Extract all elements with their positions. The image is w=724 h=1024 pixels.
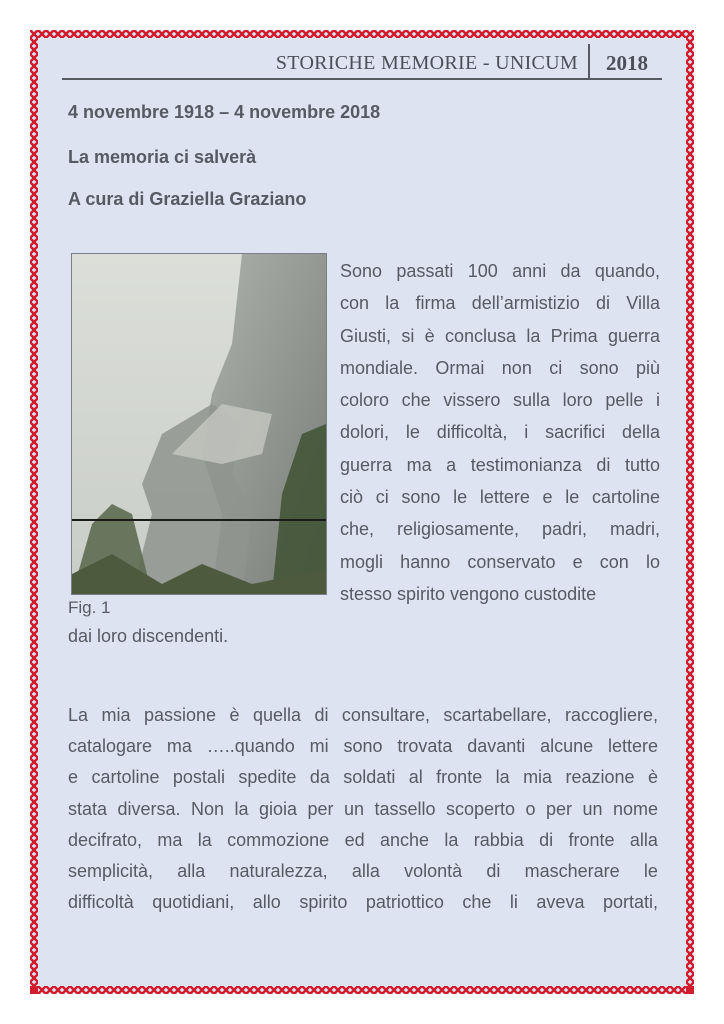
body-line: stata diversa. Non la gioia per un tassello scoperto o per un nome (68, 798, 658, 819)
body-line: e cartoline postali spedite da soldati al fronte la mia reazione è (68, 767, 658, 788)
body-line: semplicità, alla naturalezza, alla volontà di mascherare le (68, 861, 658, 882)
body-line: catalogare ma …..quando mi sono trovata davanti alcune lettere (68, 736, 658, 757)
body-line: difficoltà quotidiani, allo spirito patriottico che li aveva portati, (68, 892, 658, 913)
heading-dates: 4 novembre 1918 – 4 novembre 2018 (68, 102, 381, 122)
intro-line: dolori, le difficoltà, i sacrifici della (340, 422, 660, 443)
intro-line: Sono passati 100 anni da quando, (340, 261, 660, 281)
body-line: decifrato, ma la commozione ed anche la rabbia di fronte alla (68, 829, 658, 850)
intro-line: mogli hanno conservato e con lo (340, 551, 660, 572)
header-divider (588, 44, 590, 78)
header-year: 2018 (606, 51, 648, 75)
intro-line: guerra ma a testimonianza di tutto (340, 454, 660, 475)
heading-subtitle: La memoria ci salverà (68, 147, 257, 167)
page-border-top (30, 30, 694, 38)
intro-line: che, religiosamente, padri, madri, (340, 519, 660, 540)
page-border-left (30, 30, 38, 994)
figure-caption: Fig. 1 (68, 598, 111, 617)
page-border-right (686, 30, 694, 994)
figure-photo (71, 253, 327, 595)
body-line: La mia passione è quella di consultare, scartabellare, raccogliere, (68, 705, 658, 725)
intro-line: ciò ci sono le lettere e le cartoline (340, 487, 660, 508)
document-page (30, 30, 694, 994)
intro-line: Giusti, si è conclusa la Prima guerra (340, 325, 660, 346)
heading-author: A cura di Graziella Graziano (68, 189, 307, 209)
intro-line: mondiale. Ormai non ci sono più (340, 357, 660, 378)
intro-line: con la firma dell’armistizio di Villa (340, 293, 660, 314)
header-title: STORICHE MEMORIE - UNICUM (275, 52, 578, 74)
intro-line: coloro che vissero sulla loro pelle i (340, 390, 660, 411)
page-header (62, 44, 662, 80)
body-paragraph (68, 700, 658, 918)
intro-line: stesso spirito vengono custodite (340, 583, 597, 604)
page-border-bottom (30, 986, 694, 994)
intro-text-column (340, 255, 660, 610)
intro-continuation: dai loro discendenti. (68, 626, 229, 646)
